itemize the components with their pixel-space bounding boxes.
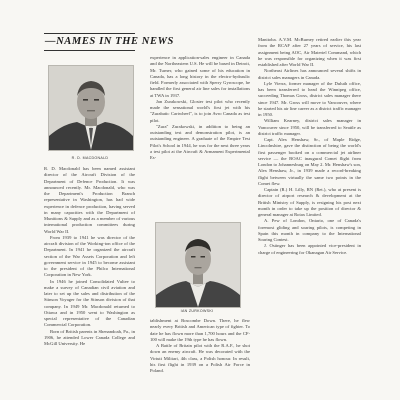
header-rule-top [44,33,135,34]
paragraph: Capt. Alex Henshaw, Sr., of Maple Ridge, Lincolnshire, gave the distinction of being the world's first passenger booked on a commercial jet airliner service — the BOAC inaugural Comet flight from London to Johannesburg on May 2. Mr. Henshaw's son, Alex Henshaw, Jr., in 1939 made a record-breaking flight between virtually the same two points in the Comet flew. [258,137,361,186]
paragraph: A Battle of Britain pilot with the R.A.F., he shot down an enemy aircraft. He was decorated with the Virtuti Militari, 4th class, a Polish honour. In result, his first flight in 1939 on a Polish Air Force in Poland. [150,343,250,373]
article-column-2-bottom [150,318,250,374]
paragraph: Jan Zurakowski, Gloster test pilot who recently made the sensational world's first jet with his "Zurabatic Cartwheel", is to join Avro Canada as test pilot. [150,98,250,123]
header-rule-bottom [44,50,135,51]
article-column-2-top [150,55,250,161]
paragraph: Lyle Vierra, former manager of the Duluth office, has been transferred to head the Winnipeg office, succeeding Thomas Gross, district sales manager there since 1947. Mr. Gross will move to Vancouver, where he started his air line career as a district traffic manager in 1950. [258,80,361,117]
paragraph: Captain (R.) H. Lilly, RN (Ret.), who at present is director of airport research & development at the British Ministry of Supply, is resigning his post next month in order to take up the position of director & general manager at Rotax Limited. [258,187,361,217]
paragraph: R. D. Macdonald has been named assistant director of the Aircraft Division of the Department of Defence Production. It was announced recently. Mr. Macdonald, who was the Department's Production Branch representative in Washington, has had wide experience in defence production, having served in many capacities with the Department of Munitions & Supply and as a member of various international production committees during World War II. [44,166,135,234]
paragraph: Northeast Airlines has announced several shifts in district sales managers in Canada. [258,68,361,80]
paragraph: J. Ostinger has been appointed vice-president in charge of engineering for Okanagan Air Service. [258,243,361,255]
section-title: —NAMES IN THE NEWS [45,36,174,47]
article-column-1 [44,166,135,347]
photo-caption: R. D. MACDONALD [71,156,109,160]
portrait-photo-zurakowski [155,222,241,308]
article-column-3 [258,37,361,256]
paragraph: A. Pew of London, Ontario, one of Canada's foremost gliding and soaring pilots, is competing in Spain this month in company to the International Soaring Contest. [258,218,361,242]
paragraph: In 1946 he joined Consolidated Vultee to make a survey of Canadian civil aviation and later to set up the sales and distribution of the Stinson Voyager for the Stinson division of that company. In 1949 Mr. Macdonald returned to Ottawa and in 1950 went to Washington as special representative of the Canadian Commercial Corporation. [44,278,135,328]
photo-caption: IAN ZURKOWSKI [180,309,214,313]
portrait-photo-macdonald [48,65,134,151]
paragraph: Manitoba. A.V.M. McBurney retired earlier this year from the RCAF after 27 years of service, his last assignment being AOC, Air Materiel Command, which he was responsible for organizing when it was first established after World War II. [258,37,361,67]
paragraph: "Zura" Zurakowski, in addition to being an outstanding test and demonstration pilot, is an outstanding engineer. A graduate of the Empire Test Pilot's School in 1944, he was for the next three years a test pilot at the Aircraft & Armament Experimental Es- [150,123,250,160]
paragraph: tablishment at Boscombe Down. There, he flew nearly every British and American type of fighter. To date he has flown more than 1,700 hours and the CF-100 will make the 19th type he has flown. [150,318,250,342]
paragraph: experience in application-sales engineer in Canada and the Northeastern U.S. He will be based in Detroit, Mr. Turner, who gained some of his education in Canada, has a long history in the electro-hydraulic field. Formerly associated with Sperry Gyroscope, he handled the first general air line sales for installations at TWA in 1937. [150,55,250,98]
paragraph: Born of British parents in Shenandoah, Pa., in 1906, he attended Lower Canada College and McGill University. He [44,328,135,346]
paragraph: William Kearney, district sales manager in Vancouver since 1950, will be transferred to Seattle as district traffic manager. [258,118,361,136]
paragraph: From 1939 to 1941 he was director of the aircraft division of the Working-ton office of the Department. In 1941 he organized the aircraft section of the War Assets Corporation and left government service in 1945 to become assistant to the president of the Philco International Corporation in New York. [44,234,135,278]
